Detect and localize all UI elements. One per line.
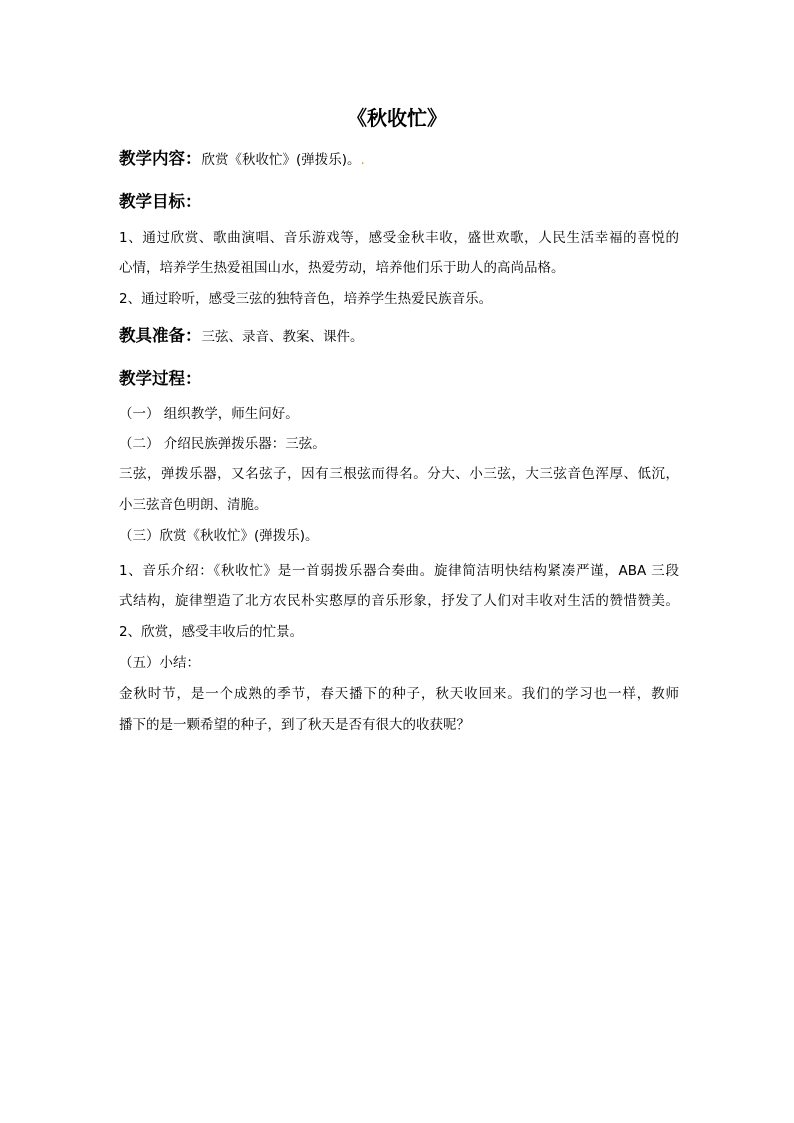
teaching-process-heading: 教学过程： bbox=[119, 369, 202, 388]
document-title: 《秋收忙》 bbox=[347, 106, 447, 130]
process-step-2: （二） 介绍民族弹拨乐器：三弦。 bbox=[119, 436, 326, 452]
summary-line-1: 金秋时节，是一个成熟的季节，春天播下的种子，秋天收回来。我们的学习也一样，教师 bbox=[119, 686, 679, 702]
materials-text: 三弦、录音、教案、课件。 bbox=[201, 329, 364, 345]
step-3-item-2: 2、欣赏，感受丰收后的忙景。 bbox=[119, 624, 304, 640]
goal-item-1-line-1: 1、通过欣赏、歌曲演唱、音乐游戏等，感受金秋丰收，盛世欢歌，人民生活幸福的喜悦的 bbox=[119, 230, 679, 246]
step-3-item-1-line-2: 式结构，旋律塑造了北方农民朴实憨厚的音乐形象，抒发了人们对丰收对生活的赞惜赞美。 bbox=[119, 593, 679, 609]
process-step-3: （三）欣赏《秋收忙》(弹拨乐)。 bbox=[119, 528, 319, 544]
step-3-item-1-line-1: 1、音乐介绍：《秋收忙》是一首弱拨乐器合奏曲。旋律简洁明快结构紧凑严谨，ABA 三段 bbox=[119, 563, 679, 579]
teaching-content-text: 欣赏《秋收忙》(弹拨乐)。 bbox=[201, 152, 361, 168]
teaching-content-row bbox=[119, 149, 684, 170]
goal-item-1-line-2: 心情，培养学生热爱祖国山水，热爱劳动，培养他们乐于助人的高尚品格。 bbox=[119, 260, 565, 276]
process-step-1: （一） 组织教学，师生问好。 bbox=[119, 406, 299, 422]
goal-item-2: 2、通过聆听，感受三弦的独特音色，培养学生热爱民族音乐。 bbox=[119, 291, 493, 307]
materials-row bbox=[119, 326, 684, 347]
process-step-5: （五）小结： bbox=[119, 655, 200, 671]
summary-line-2: 播下的是一颗希望的种子，到了秋天是否有很大的收获呢？ bbox=[119, 717, 470, 733]
step-2-desc-line-1: 三弦，弹拨乐器，又名弦子，因有三根弦而得名。分大、小三弦，大三弦音色浑厚、低沉， bbox=[119, 466, 679, 482]
step-2-desc-line-2: 小三弦音色明朗、清脆。 bbox=[119, 497, 268, 513]
teaching-goals-heading: 教学目标： bbox=[119, 192, 202, 211]
materials-label: 教具准备： bbox=[119, 326, 202, 345]
teaching-content-label: 教学内容： bbox=[119, 149, 202, 168]
trailing-dot: . bbox=[360, 152, 365, 168]
